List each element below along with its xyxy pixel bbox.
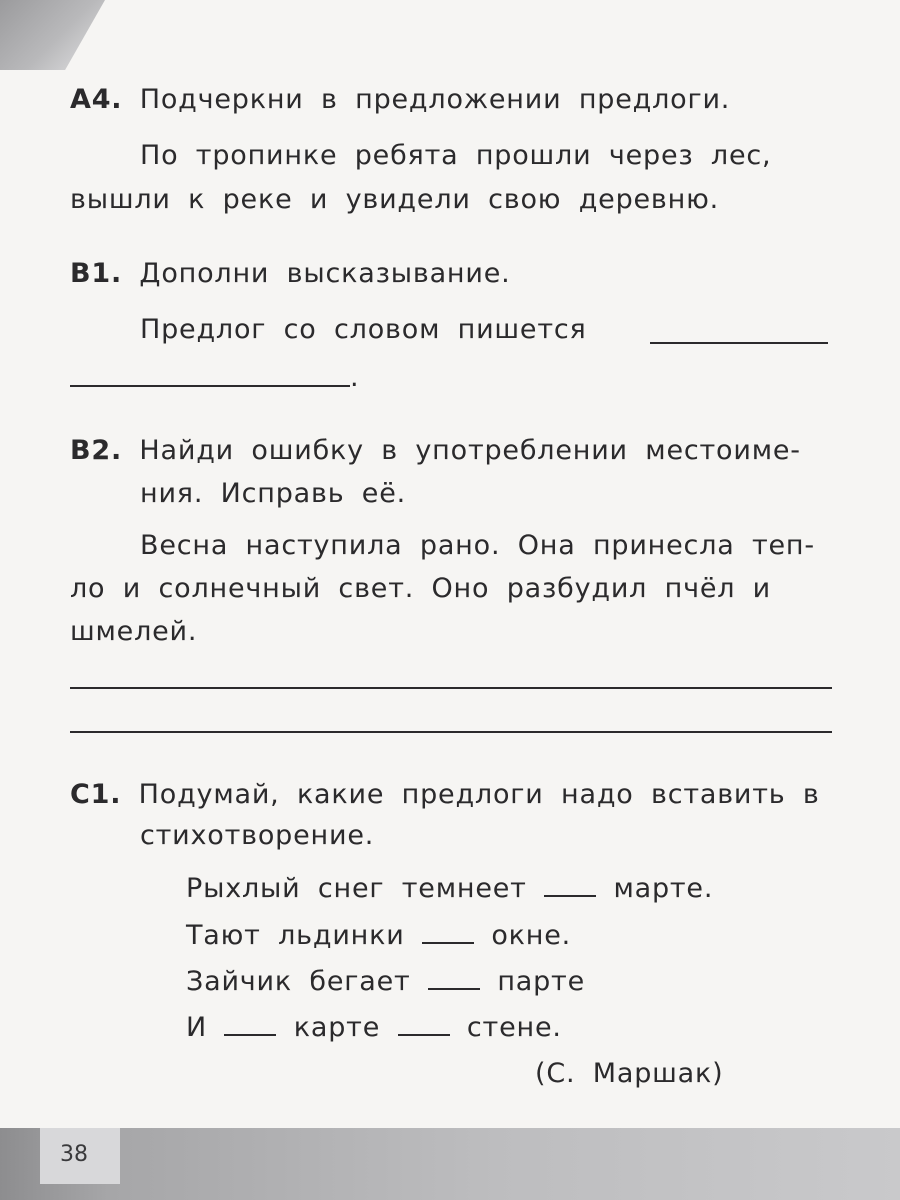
gap-blank[interactable] [398,1012,450,1036]
poem-line-3 [186,966,585,997]
gap-blank[interactable] [224,1012,276,1036]
page-number: 38 [60,1142,88,1167]
gap-blank[interactable] [422,920,474,944]
poem-text: стене. [466,1012,562,1043]
task-b2-label: В2. [70,435,123,466]
task-a4-header [70,84,730,115]
poem-text: Тают льдинки [186,920,405,951]
answer-line[interactable] [70,687,832,689]
poem-text: Рыхлый снег темнеет [186,873,527,904]
task-b1-instruction: Дополни высказывание. [139,258,511,289]
task-b2-instruction-line2: ния. Исправь её. [140,478,406,509]
gap-blank[interactable] [428,966,480,990]
poem-line-4 [186,1012,562,1043]
poem-author: (С. Маршак) [535,1058,724,1089]
poem-text: парте [497,966,585,997]
task-b1-period: . [350,362,360,393]
task-a4-instruction: Подчеркни в предложении предлоги. [139,84,731,115]
task-b1-header [70,258,511,289]
task-b2-text-line3: шмелей. [70,616,198,647]
task-a4-text-line2: вышли к реке и увидели свою деревню. [70,184,719,215]
poem-text: Зайчик бегает [186,966,411,997]
poem-text: марте. [613,873,714,904]
task-c1-instruction-line1: Подумай, какие предлоги надо вставить в [138,779,820,810]
task-b1-label: В1. [70,258,123,289]
task-a4-label: А4. [70,84,123,115]
task-b2-text-line2: ло и солнечный свет. Оно разбудил пчёл и [70,573,772,604]
task-a4-text-line1: По тропинке ребята прошли через лес, [140,140,772,171]
task-c1-header [70,779,820,810]
poem-line-2 [186,920,571,951]
gap-blank[interactable] [544,873,596,897]
poem-text: окне. [491,920,572,951]
corner-decoration [0,0,105,70]
task-b1-text: Предлог со словом пишется [140,314,587,345]
task-b2-instruction-line1: Найди ошибку в употреблении местоиме- [139,435,801,466]
footer-band [0,1128,900,1200]
poem-text: карте [293,1012,381,1043]
answer-line[interactable] [650,342,828,344]
task-b2-text-line1: Весна наступила рано. Она принесла теп- [140,530,815,561]
poem-text: И [186,1012,207,1043]
task-b2-header [70,435,801,466]
poem-line-1 [186,873,713,904]
task-c1-instruction-line2: стихотворение. [140,820,375,851]
task-c1-label: С1. [70,779,122,810]
answer-line[interactable] [70,385,350,387]
answer-line[interactable] [70,731,832,733]
